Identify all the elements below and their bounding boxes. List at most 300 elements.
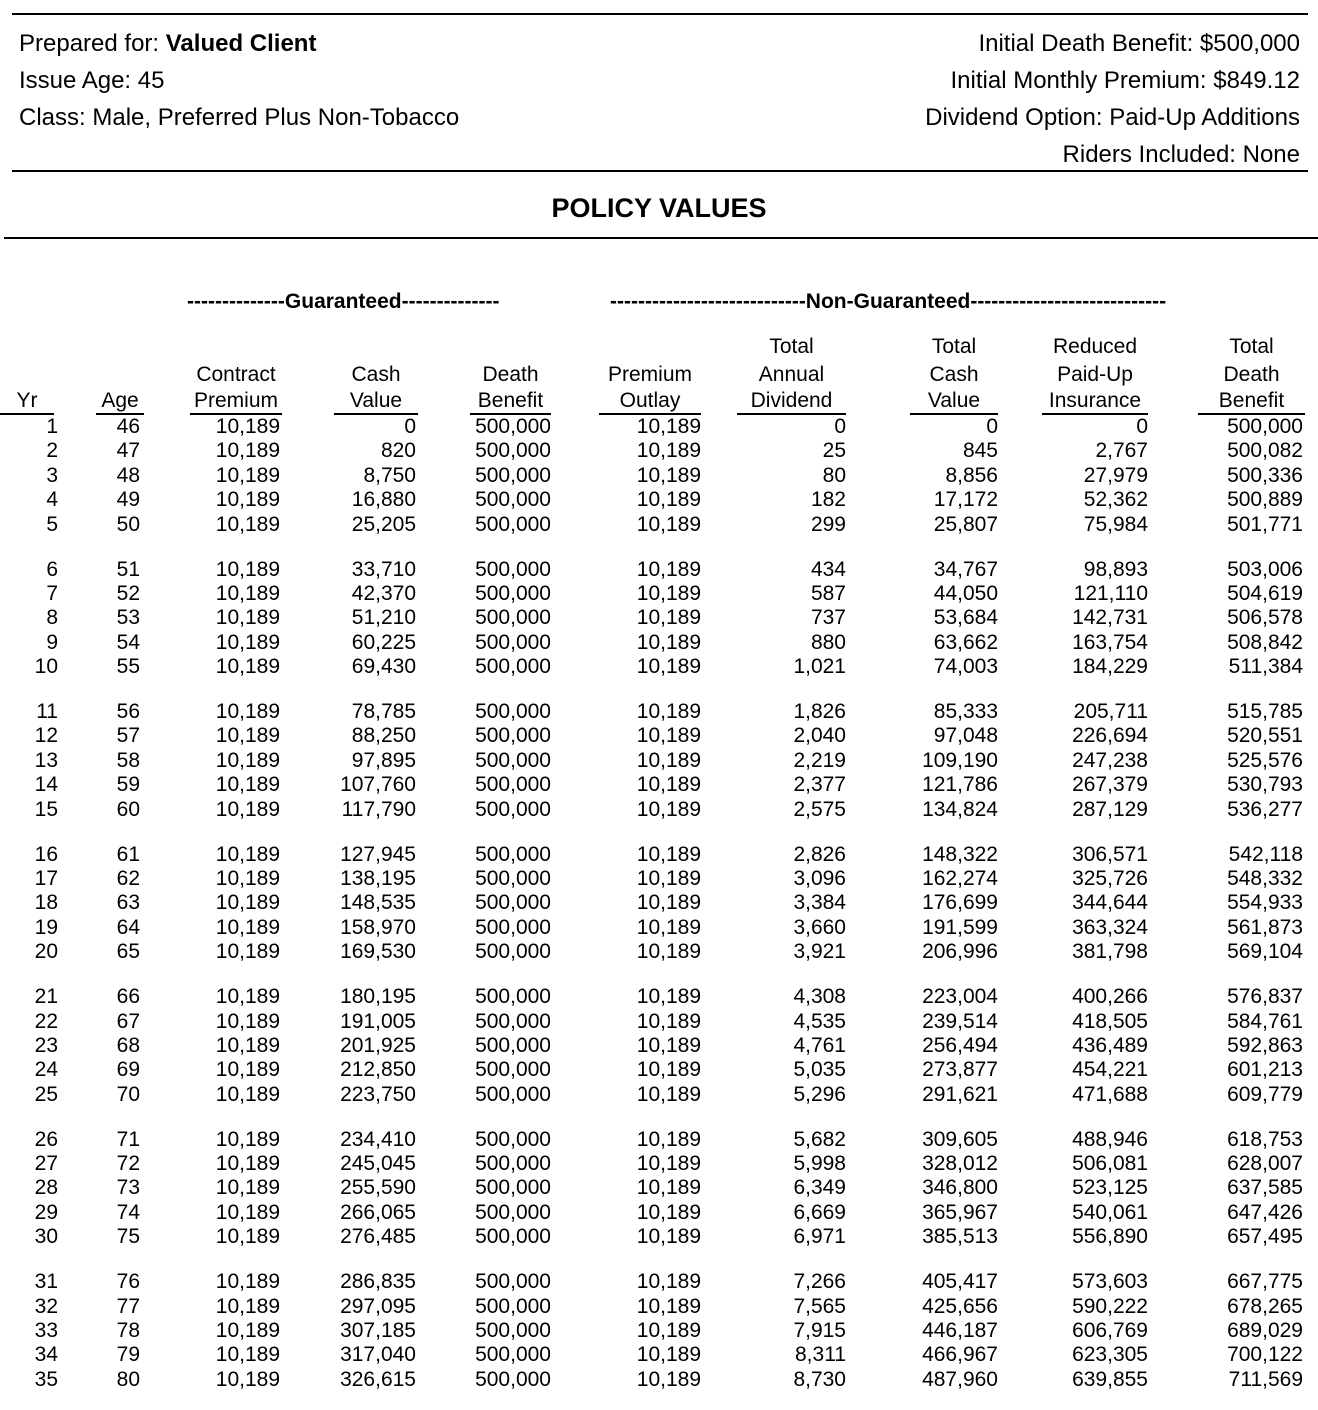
- client-name: Valued Client: [165, 30, 317, 57]
- table-row: [0, 1201, 1309, 1225]
- column-header-line: Contract: [196, 362, 276, 386]
- group-spacer: [0, 822, 1309, 843]
- cell-death-benefit: 500,000: [475, 842, 551, 866]
- cell-premium-outlay: 10,189: [636, 748, 701, 772]
- cell-total-annual-dividend: 0: [834, 415, 846, 438]
- cell-death-benefit: 500,000: [475, 748, 551, 772]
- client-info: [19, 25, 459, 136]
- column-header-label: Benefit: [470, 388, 551, 415]
- cell-total-annual-dividend: 1,021: [793, 655, 846, 679]
- column-header-line: [96, 333, 144, 361]
- initial-monthly-premium: Initial Monthly Premium: $849.12: [950, 67, 1300, 94]
- cell-total-death-benefit: 592,863: [1227, 1033, 1303, 1057]
- cell-premium-outlay: 10,189: [636, 1200, 701, 1224]
- cell-total-death-benefit: 689,029: [1227, 1319, 1303, 1342]
- cell-yr: 12: [34, 724, 58, 748]
- cell-death-benefit: 500,000: [475, 867, 551, 890]
- cell-total-cash-value: 223,004: [922, 985, 998, 1009]
- cell-total-annual-dividend: 25: [822, 439, 846, 463]
- cell-total-cash-value: 8,856: [945, 463, 998, 487]
- cell-total-annual-dividend: 3,660: [793, 915, 846, 939]
- top-rule: [12, 13, 1308, 15]
- cell-total-annual-dividend: 6,971: [793, 1225, 846, 1249]
- cell-total-annual-dividend: 3,384: [793, 891, 846, 915]
- cell-death-benefit: 500,000: [475, 1319, 551, 1342]
- cell-yr: 25: [34, 1082, 58, 1106]
- column-header-total-death-benefit: [1154, 333, 1309, 415]
- cell-premium-outlay: 10,189: [636, 773, 701, 797]
- cell-total-annual-dividend: 299: [810, 512, 846, 536]
- column-header-total-annual-dividend: [707, 333, 852, 415]
- cell-reduced-paid-up: 2,767: [1095, 439, 1148, 463]
- cell-total-cash-value: 176,699: [922, 891, 998, 915]
- risk-class: Class: Male, Preferred Plus Non-Tobacco: [19, 104, 460, 131]
- cell-age: 65: [116, 940, 140, 964]
- cell-cash-value: 8,750: [363, 463, 416, 487]
- cell-reduced-paid-up: 205,711: [1073, 700, 1148, 724]
- cell-reduced-paid-up: 400,266: [1072, 985, 1148, 1009]
- cell-death-benefit: 500,000: [475, 1009, 551, 1033]
- cell-cash-value: 25,205: [351, 512, 416, 536]
- table-row: [0, 1152, 1309, 1176]
- policy-info: [925, 25, 1300, 173]
- cell-yr: 16: [34, 842, 58, 866]
- table-row: [0, 1034, 1309, 1058]
- cell-yr: 8: [46, 606, 58, 630]
- title-rule: [4, 237, 1318, 239]
- cell-yr: 31: [34, 1270, 58, 1294]
- cell-cash-value: 69,430: [351, 655, 416, 679]
- column-header-line: [334, 333, 418, 361]
- table-row: [0, 1319, 1309, 1343]
- cell-premium-outlay: 10,189: [636, 891, 701, 915]
- cell-total-annual-dividend: 4,761: [793, 1033, 846, 1057]
- header-rule: [12, 170, 1308, 172]
- cell-total-annual-dividend: 80: [822, 463, 846, 487]
- cell-premium-outlay: 10,189: [636, 1009, 701, 1033]
- cell-cash-value: 117,790: [341, 797, 416, 821]
- column-header-line: Cash: [929, 362, 979, 386]
- group-spacer: [0, 1250, 1309, 1271]
- cell-total-cash-value: 365,967: [922, 1200, 998, 1224]
- cell-death-benefit: 500,000: [475, 915, 551, 939]
- cell-total-annual-dividend: 8,311: [795, 1343, 846, 1367]
- cell-reduced-paid-up: 247,238: [1072, 748, 1148, 772]
- cell-age: 64: [116, 915, 140, 939]
- cell-reduced-paid-up: 573,603: [1072, 1270, 1148, 1294]
- cell-total-death-benefit: 667,775: [1227, 1270, 1303, 1294]
- cell-reduced-paid-up: 488,946: [1072, 1127, 1148, 1151]
- cell-yr: 29: [34, 1200, 58, 1224]
- column-header-label: Insurance: [1042, 388, 1148, 415]
- cell-reduced-paid-up: 556,890: [1072, 1225, 1148, 1249]
- cell-death-benefit: 500,000: [475, 891, 551, 915]
- column-header-reduced-paid-up: [1004, 333, 1154, 415]
- table-row: [0, 1058, 1309, 1082]
- cell-total-cash-value: 63,662: [933, 630, 998, 654]
- table-row: [0, 1368, 1309, 1392]
- table-row: [0, 439, 1309, 463]
- cell-total-annual-dividend: 434: [810, 557, 846, 581]
- cell-total-cash-value: 405,417: [922, 1270, 998, 1294]
- cell-yr: 4: [46, 488, 58, 512]
- cell-cash-value: 234,410: [340, 1127, 416, 1151]
- table-row: [0, 488, 1309, 512]
- cell-cash-value: 127,945: [340, 842, 416, 866]
- cell-death-benefit: 500,000: [475, 1200, 551, 1224]
- cell-total-death-benefit: 530,793: [1227, 773, 1303, 797]
- cell-contract-premium: 10,189: [215, 724, 280, 748]
- cell-age: 63: [116, 891, 140, 915]
- cell-cash-value: 307,185: [340, 1319, 416, 1342]
- cell-premium-outlay: 10,189: [636, 512, 701, 536]
- column-header-line: [470, 333, 551, 361]
- cell-total-death-benefit: 711,569: [1228, 1367, 1303, 1391]
- cell-contract-premium: 10,189: [215, 606, 280, 630]
- table-row: [0, 631, 1309, 655]
- cell-premium-outlay: 10,189: [636, 1319, 701, 1342]
- cell-cash-value: 16,880: [351, 488, 416, 512]
- issue-age: Issue Age: 45: [19, 67, 165, 94]
- cell-contract-premium: 10,189: [215, 1152, 280, 1176]
- cell-premium-outlay: 10,189: [636, 1343, 701, 1367]
- table-row: [0, 1176, 1309, 1200]
- cell-age: 76: [116, 1270, 140, 1294]
- cell-contract-premium: 10,189: [215, 488, 280, 512]
- cell-death-benefit: 500,000: [475, 581, 551, 605]
- table-row: [0, 606, 1309, 630]
- cell-cash-value: 78,785: [351, 700, 416, 724]
- column-header-total-cash-value: [852, 333, 1004, 415]
- cell-yr: 21: [34, 985, 58, 1009]
- cell-age: 70: [116, 1082, 140, 1106]
- cell-cash-value: 276,485: [340, 1225, 416, 1249]
- cell-death-benefit: 500,000: [475, 1367, 551, 1391]
- cell-reduced-paid-up: 52,362: [1083, 488, 1148, 512]
- table-body: [0, 415, 1309, 1392]
- cell-total-annual-dividend: 2,219: [793, 748, 846, 772]
- cell-total-cash-value: 239,514: [922, 1009, 998, 1033]
- column-header-line: Death: [482, 362, 539, 386]
- cell-total-annual-dividend: 6,349: [793, 1176, 846, 1200]
- cell-premium-outlay: 10,189: [636, 867, 701, 890]
- cell-yr: 11: [36, 700, 58, 724]
- cell-contract-premium: 10,189: [215, 1127, 280, 1151]
- column-header-premium-outlay: [557, 333, 707, 415]
- cell-total-death-benefit: 628,007: [1227, 1152, 1303, 1176]
- cell-yr: 3: [46, 463, 58, 487]
- cell-death-benefit: 500,000: [475, 1343, 551, 1367]
- cell-premium-outlay: 10,189: [636, 581, 701, 605]
- table-row: [0, 1128, 1309, 1152]
- cell-age: 54: [116, 630, 140, 654]
- cell-premium-outlay: 10,189: [636, 1058, 701, 1082]
- cell-total-death-benefit: 542,118: [1228, 842, 1303, 866]
- cell-total-annual-dividend: 2,040: [793, 724, 846, 748]
- policy-values-table: [0, 333, 1309, 1392]
- cell-reduced-paid-up: 98,893: [1083, 557, 1148, 581]
- cell-premium-outlay: 10,189: [636, 700, 701, 724]
- column-header-line: Total: [931, 335, 977, 358]
- cell-yr: 26: [34, 1127, 58, 1151]
- cell-reduced-paid-up: 590,222: [1072, 1294, 1148, 1318]
- cell-age: 79: [116, 1343, 140, 1367]
- column-header-line: Cash: [351, 362, 401, 386]
- dividend-option: Dividend Option: Paid-Up Additions: [925, 104, 1300, 131]
- cell-total-death-benefit: 637,585: [1227, 1176, 1303, 1200]
- cell-reduced-paid-up: 287,129: [1072, 797, 1148, 821]
- cell-premium-outlay: 10,189: [636, 630, 701, 654]
- cell-cash-value: 212,850: [340, 1058, 416, 1082]
- cell-reduced-paid-up: 325,726: [1072, 867, 1148, 890]
- cell-cash-value: 51,210: [351, 606, 416, 630]
- group-spacer: [0, 680, 1309, 701]
- cell-total-cash-value: 191,599: [922, 915, 998, 939]
- cell-death-benefit: 500,000: [475, 655, 551, 679]
- cell-cash-value: 42,370: [351, 581, 416, 605]
- cell-total-annual-dividend: 880: [810, 630, 846, 654]
- cell-age: 56: [116, 700, 140, 724]
- cell-age: 66: [116, 985, 140, 1009]
- cell-premium-outlay: 10,189: [636, 439, 701, 463]
- column-header-line: [0, 361, 54, 389]
- cell-total-annual-dividend: 3,096: [793, 867, 846, 890]
- cell-age: 74: [116, 1200, 140, 1224]
- cell-total-annual-dividend: 587: [810, 581, 846, 605]
- table-row: [0, 891, 1309, 915]
- cell-age: 72: [116, 1152, 140, 1176]
- cell-premium-outlay: 10,189: [636, 1294, 701, 1318]
- cell-age: 49: [116, 488, 140, 512]
- cell-cash-value: 223,750: [340, 1082, 416, 1106]
- column-header-death-benefit: [422, 333, 557, 415]
- guaranteed-group-label: --------------Guaranteed--------------: [187, 290, 500, 313]
- cell-total-death-benefit: 536,277: [1227, 797, 1303, 821]
- table-row: [0, 916, 1309, 940]
- riders-included: Riders Included: None: [1062, 141, 1300, 168]
- cell-contract-premium: 10,189: [215, 1200, 280, 1224]
- cell-total-death-benefit: 609,779: [1227, 1082, 1303, 1106]
- cell-total-annual-dividend: 5,296: [793, 1082, 846, 1106]
- column-header-line: Paid-Up: [1057, 362, 1133, 386]
- cell-yr: 7: [46, 581, 58, 605]
- cell-total-annual-dividend: 5,035: [793, 1058, 846, 1082]
- column-header-line: [96, 361, 144, 389]
- cell-contract-premium: 10,189: [215, 1009, 280, 1033]
- cell-premium-outlay: 10,189: [636, 842, 701, 866]
- cell-contract-premium: 10,189: [215, 1176, 280, 1200]
- cell-yr: 18: [34, 891, 58, 915]
- cell-yr: 1: [46, 415, 58, 438]
- cell-total-death-benefit: 515,785: [1227, 700, 1303, 724]
- cell-death-benefit: 500,000: [475, 1152, 551, 1176]
- cell-age: 62: [116, 867, 140, 890]
- cell-death-benefit: 500,000: [475, 1270, 551, 1294]
- cell-total-cash-value: 53,684: [933, 606, 998, 630]
- cell-total-cash-value: 385,513: [922, 1225, 998, 1249]
- cell-reduced-paid-up: 163,754: [1072, 630, 1148, 654]
- cell-total-cash-value: 291,621: [922, 1082, 998, 1106]
- cell-total-cash-value: 148,322: [922, 842, 998, 866]
- cell-total-annual-dividend: 4,535: [793, 1009, 846, 1033]
- cell-yr: 9: [46, 630, 58, 654]
- cell-yr: 19: [34, 915, 58, 939]
- cell-premium-outlay: 10,189: [636, 1033, 701, 1057]
- cell-contract-premium: 10,189: [215, 1082, 280, 1106]
- cell-yr: 15: [34, 797, 58, 821]
- cell-reduced-paid-up: 184,229: [1072, 655, 1148, 679]
- cell-total-annual-dividend: 8,730: [793, 1367, 846, 1391]
- cell-age: 47: [116, 439, 140, 463]
- cell-total-death-benefit: 569,104: [1227, 940, 1303, 964]
- cell-contract-premium: 10,189: [215, 1319, 280, 1342]
- cell-contract-premium: 10,189: [215, 842, 280, 866]
- cell-total-cash-value: 25,807: [933, 512, 998, 536]
- cell-total-cash-value: 134,824: [922, 797, 998, 821]
- cell-age: 58: [116, 748, 140, 772]
- cell-premium-outlay: 10,189: [636, 797, 701, 821]
- cell-age: 75: [116, 1225, 140, 1249]
- cell-death-benefit: 500,000: [475, 1176, 551, 1200]
- cell-contract-premium: 10,189: [215, 891, 280, 915]
- column-header-line: Death: [1223, 362, 1280, 386]
- initial-death-benefit: Initial Death Benefit: $500,000: [978, 30, 1300, 57]
- cell-contract-premium: 10,189: [215, 915, 280, 939]
- column-header-cash-value: [286, 333, 422, 415]
- cell-premium-outlay: 10,189: [636, 940, 701, 964]
- cell-death-benefit: 500,000: [475, 1082, 551, 1106]
- cell-total-cash-value: 121,786: [922, 773, 998, 797]
- cell-yr: 22: [34, 1009, 58, 1033]
- cell-premium-outlay: 10,189: [636, 488, 701, 512]
- cell-total-cash-value: 97,048: [933, 724, 998, 748]
- cell-death-benefit: 500,000: [475, 557, 551, 581]
- cell-cash-value: 191,005: [340, 1009, 416, 1033]
- cell-cash-value: 286,835: [340, 1270, 416, 1294]
- cell-total-cash-value: 346,800: [922, 1176, 998, 1200]
- cell-total-cash-value: 256,494: [922, 1033, 998, 1057]
- cell-age: 73: [116, 1176, 140, 1200]
- cell-age: 80: [116, 1367, 140, 1391]
- cell-premium-outlay: 10,189: [636, 724, 701, 748]
- cell-death-benefit: 500,000: [475, 985, 551, 1009]
- cell-contract-premium: 10,189: [215, 748, 280, 772]
- cell-total-death-benefit: 500,889: [1227, 488, 1303, 512]
- cell-total-cash-value: 17,172: [933, 488, 998, 512]
- cell-yr: 30: [34, 1225, 58, 1249]
- group-spacer: [0, 537, 1309, 558]
- cell-yr: 2: [46, 439, 58, 463]
- cell-yr: 20: [34, 940, 58, 964]
- cell-reduced-paid-up: 540,061: [1072, 1200, 1148, 1224]
- cell-death-benefit: 500,000: [475, 1294, 551, 1318]
- cell-total-death-benefit: 500,082: [1227, 439, 1303, 463]
- table-row: [0, 867, 1309, 891]
- cell-total-annual-dividend: 2,826: [793, 842, 846, 866]
- cell-yr: 34: [34, 1343, 58, 1367]
- cell-total-annual-dividend: 4,308: [793, 985, 846, 1009]
- cell-total-cash-value: 328,012: [922, 1152, 998, 1176]
- cell-yr: 17: [34, 867, 58, 890]
- cell-age: 53: [116, 606, 140, 630]
- table-header: [0, 333, 1309, 415]
- cell-reduced-paid-up: 306,571: [1072, 842, 1148, 866]
- cell-yr: 13: [34, 748, 58, 772]
- cell-age: 55: [116, 655, 140, 679]
- cell-contract-premium: 10,189: [215, 1270, 280, 1294]
- cell-cash-value: 0: [404, 415, 416, 438]
- cell-reduced-paid-up: 0: [1136, 415, 1148, 438]
- cell-total-death-benefit: 647,426: [1227, 1200, 1303, 1224]
- table-row: [0, 1343, 1309, 1367]
- cell-total-death-benefit: 520,551: [1227, 724, 1303, 748]
- cell-age: 78: [116, 1319, 140, 1342]
- cell-cash-value: 820: [380, 439, 416, 463]
- cell-total-death-benefit: 561,873: [1227, 915, 1303, 939]
- cell-total-cash-value: 466,967: [922, 1343, 998, 1367]
- cell-total-death-benefit: 501,771: [1227, 512, 1303, 536]
- column-header-line: Total: [1229, 335, 1274, 358]
- column-header-label: Yr: [0, 388, 54, 415]
- column-header-label: Value: [910, 388, 998, 415]
- page-title: POLICY VALUES: [551, 193, 767, 223]
- cell-premium-outlay: 10,189: [636, 557, 701, 581]
- cell-cash-value: 148,535: [340, 891, 416, 915]
- cell-yr: 24: [34, 1058, 58, 1082]
- table-row: [0, 655, 1309, 679]
- table-row: [0, 582, 1309, 606]
- cell-total-cash-value: 34,767: [933, 557, 998, 581]
- cell-total-annual-dividend: 5,682: [793, 1127, 846, 1151]
- cell-total-cash-value: 273,877: [922, 1058, 998, 1082]
- cell-premium-outlay: 10,189: [636, 1225, 701, 1249]
- cell-yr: 14: [34, 773, 58, 797]
- cell-contract-premium: 10,189: [215, 1033, 280, 1057]
- cell-age: 51: [116, 557, 140, 581]
- cell-reduced-paid-up: 142,731: [1072, 606, 1148, 630]
- cell-total-cash-value: 109,190: [922, 748, 998, 772]
- cell-reduced-paid-up: 436,489: [1072, 1033, 1148, 1057]
- cell-premium-outlay: 10,189: [636, 1127, 701, 1151]
- column-header-label: Dividend: [737, 388, 846, 415]
- cell-cash-value: 326,615: [340, 1367, 416, 1391]
- cell-total-annual-dividend: 6,669: [793, 1200, 846, 1224]
- table-row: [0, 1225, 1309, 1249]
- cell-total-annual-dividend: 737: [810, 606, 846, 630]
- cell-premium-outlay: 10,189: [636, 606, 701, 630]
- cell-contract-premium: 10,189: [215, 655, 280, 679]
- table-row: [0, 940, 1309, 964]
- table-row: [0, 415, 1309, 439]
- group-spacer: [0, 1107, 1309, 1128]
- cell-total-death-benefit: 548,332: [1227, 867, 1303, 890]
- cell-age: 67: [116, 1009, 140, 1033]
- column-header-label: Premium: [190, 388, 282, 415]
- table-row: [0, 749, 1309, 773]
- cell-death-benefit: 500,000: [475, 797, 551, 821]
- cell-total-death-benefit: 576,837: [1227, 985, 1303, 1009]
- cell-total-cash-value: 162,274: [922, 867, 998, 890]
- cell-death-benefit: 500,000: [475, 700, 551, 724]
- cell-contract-premium: 10,189: [215, 797, 280, 821]
- cell-reduced-paid-up: 639,855: [1072, 1367, 1148, 1391]
- cell-reduced-paid-up: 606,769: [1072, 1319, 1148, 1342]
- cell-total-cash-value: 425,656: [922, 1294, 998, 1318]
- cell-contract-premium: 10,189: [215, 439, 280, 463]
- cell-total-death-benefit: 503,006: [1227, 557, 1303, 581]
- column-header-line: Total: [769, 335, 814, 358]
- cell-yr: 35: [34, 1367, 58, 1391]
